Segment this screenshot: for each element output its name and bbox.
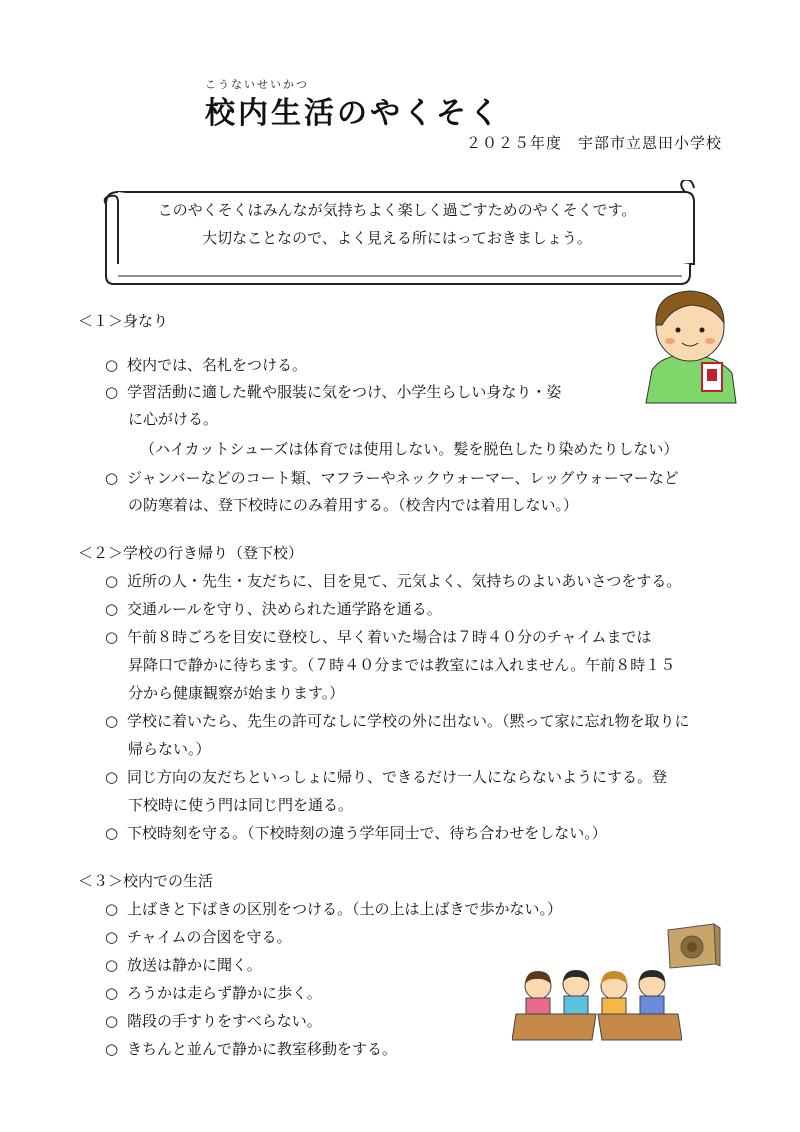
list-item-continuation: の防寒着は、登下校時にのみ着用する。（校舎内では着用しない。） [128,496,579,514]
list-item: ○ 学校に着いたら、先生の許可なしに学校の外に出ない。（黙って家に忘れ物を取りに [105,708,725,735]
school-name: ２０２５年度 宇部市立恩田小学校 [465,134,722,152]
list-item: ○ 階段の手すりをすべらない。 [105,1008,725,1035]
bullet-icon: ○ [105,383,119,401]
list-item: ○ ジャンバーなどのコート類、マフラーやネックウォーマー、レッグウォーマーなど [105,465,725,492]
bullet-icon: ○ [105,1012,119,1030]
list-item: ○ 近所の人・先生・友だちに、目を見て、元気よく、気持ちのよいあいさつをする。 [105,568,725,595]
list-item-continuation: 下校時に使う門は同じ門を通る。 [128,796,354,814]
list-item: ○ ろうかは走らず静かに歩く。 [105,980,725,1007]
bullet-icon: ○ [105,824,119,842]
list-item: ○ 午前８時ごろを目安に登校し、早く着いた場合は７時４０分のチャイムまでは [105,624,725,651]
list-item-continuation: 分から健康観察が始まります。） [128,684,345,702]
speaker-illustration [662,920,722,972]
bullet-icon: ○ [105,768,119,786]
intro-text [112,196,682,252]
title-ruby: こうないせいかつ [205,78,309,91]
bullet-icon: ○ [105,956,119,974]
intro-line-1: このやくそくはみんなが気持ちよく楽しく過ごすためのやくそくです。 [157,201,637,219]
list-item: ○ チャイムの合図を守る。 [105,924,725,951]
section-1-note: （ハイカットシューズは体育では使用しない。髪を脱色したり染めたりしない） [140,440,679,458]
list-item: ○ 学習活動に適した靴や服装に気をつけ、小学生らしい身なり・姿 [105,379,725,406]
list-item: ○ 放送は静かに聞く。 [105,952,725,979]
list-item: ○ 下校時刻を守る。（下校時刻の違う学年同士で、待ち合わせをしない。） [105,820,725,847]
section-3-heading: ＜３＞校内での生活 [78,872,214,890]
bullet-icon: ○ [105,356,119,374]
bullet-icon: ○ [105,469,119,487]
bullet-icon: ○ [105,928,119,946]
list-item: ○ 校内では、名札をつける。 [105,352,725,379]
list-item-continuation: 帰らない。） [128,740,211,758]
bullet-icon: ○ [105,1040,119,1058]
bullet-icon: ○ [105,712,119,730]
list-item: ○ 同じ方向の友だちといっしょに帰り、できるだけ一人にならないようにする。登 [105,764,725,791]
students-illustration [512,968,682,1043]
bullet-icon: ○ [105,628,119,646]
bullet-icon: ○ [105,572,119,590]
intro-line-2: 大切なことなので、よく見える所にはっておきましょう。 [202,229,592,247]
list-item-continuation: 昇降口で静かに待ちます。（７時４０分までは教室には入れません。午前８時１５ [128,656,676,674]
list-item: ○ きちんと並んで静かに教室移動をする。 [105,1036,725,1063]
bullet-icon: ○ [105,600,119,618]
section-2-heading: ＜２＞学校の行き帰り（登下校） [78,544,304,562]
page-title: 校内生活のやくそく [205,96,502,131]
list-item-continuation: に心がける。 [128,410,219,428]
list-item: ○ 交通ルールを守り、決められた通学路を通る。 [105,596,725,623]
section-1-heading: ＜１＞身なり [78,312,169,330]
list-item: ○ 上ばきと下ばきの区別をつける。（土の上は上ばきで歩かない。） [105,896,725,923]
bullet-icon: ○ [105,900,119,918]
bullet-icon: ○ [105,984,119,1002]
